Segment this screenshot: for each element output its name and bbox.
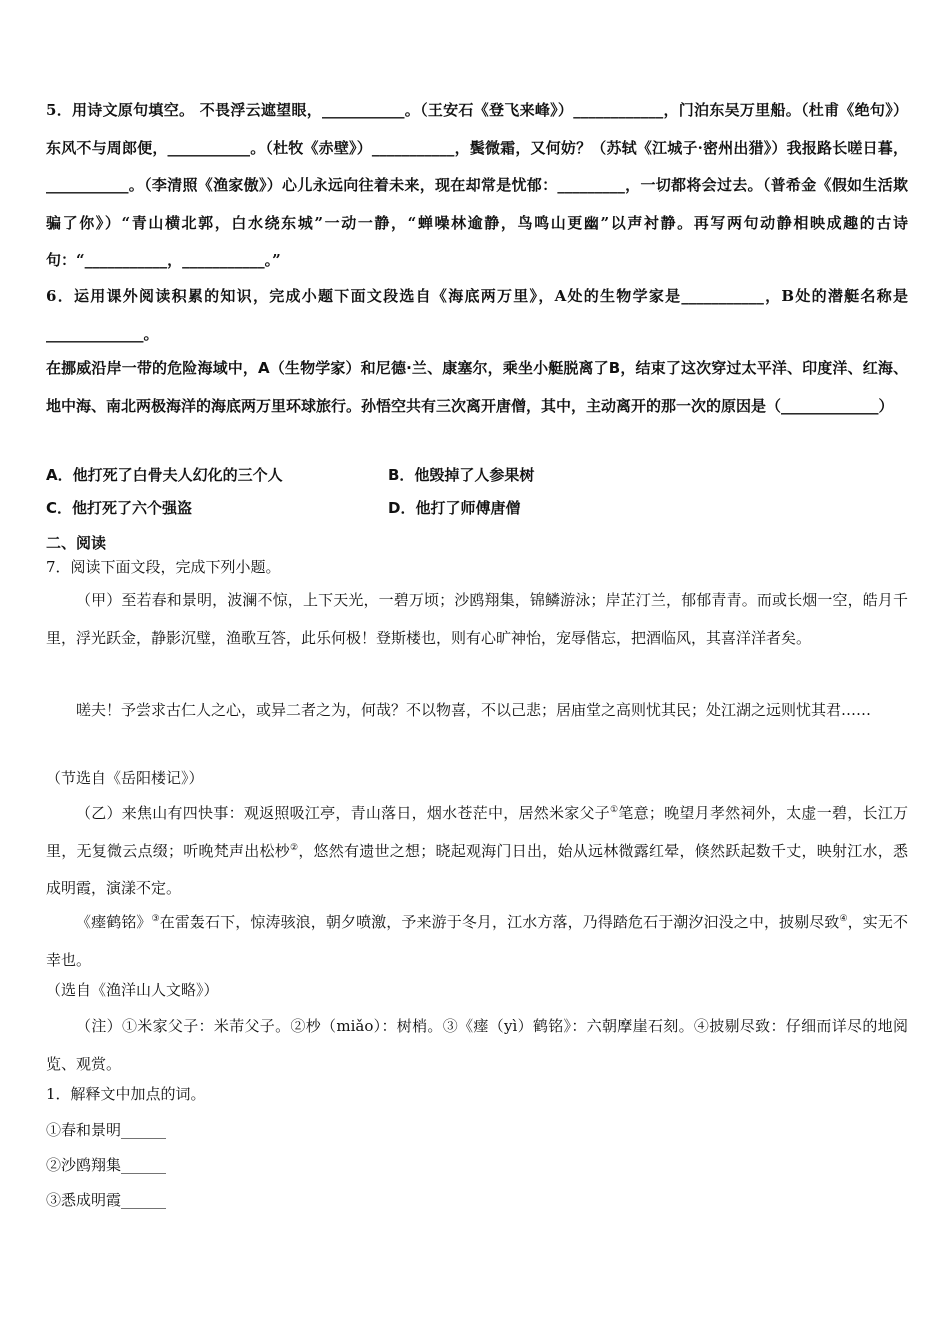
option-c: C．他打死了六个强盗: [46, 499, 193, 517]
answer-item-3: ③悉成明霞______: [46, 1191, 167, 1209]
passage-yi-paragraph-2: [46, 904, 908, 979]
option-d: D．他打了师傅唐僧: [388, 499, 521, 517]
question-6-prompt: 6．运用课外阅读积累的知识，完成小题下面文段选自《海底两万里》，A处的生物学家是___________，B处的潜艇名称是_____________。: [46, 287, 908, 343]
yi-p2-part-c: ，实无不幸也。: [46, 913, 908, 969]
passage-yi-paragraph-1: [46, 795, 908, 908]
question-5: 5．用诗文原句填空。 不畏浮云遮望眼，___________。（王安石《登飞来峰》）____________，门泊东吴万里船。（杜甫《绝句》）东风不与周郎便，___________。（杜牧《赤壁》）___________，鬓微霜，又何妨？（苏轼《江城子·密州出猎》）我报路长嗟日暮，___________。（李清照《渔家傲》）心儿永远向往着未来，现在却常是忧郁：_________，一切都将会过去。（普希金《假如生活欺骗了你》）“青山横北郭，白水绕东城”一动一静，“蝉噪林逾静，鸟鸣山更幽”以声衬静。再写两句动静相映成趣的古诗句：“___________，___________。”: [46, 101, 908, 269]
passage-jia-source: （节选自《岳阳楼记》）: [46, 769, 204, 787]
answer-item-2: ②沙鸥翔集______: [46, 1156, 167, 1174]
section-heading: 二、阅读: [46, 534, 107, 552]
yi-p1-part-b: 笔意；晚望月孝然祠外，太虚一碧，长江万里，无复微云点缀；听晚梵声出松杪: [46, 804, 908, 860]
yi-p2-part-b: 在雷轰石下，惊涛骇浪，朝夕喷激，予来游于冬月，江水方落，乃得踏危石于潮汐汩没之中，披剔尽致: [159, 913, 840, 931]
note-mark-2: ②: [289, 842, 299, 853]
passage-yi-source: （选自《渔洋山人文略》）: [46, 981, 219, 999]
yi-p1-part-c: ，悠然有遗世之想；晓起观海门日出，始从远林微露红晕，倏然跃起数千丈，映射江水，悉成明霞，演漾不定。: [46, 841, 908, 897]
yi-p1-part-a: （乙）来焦山有四快事：观返照吸江亭，青山落日，烟水苍茫中，居然米家父子: [76, 804, 611, 822]
note-mark-3: ③: [151, 914, 160, 924]
question-6-passage: 在挪威沿岸一带的危险海域中，A（生物学家）和尼德·兰、康塞尔，乘坐小艇脱离了B，结束了这次穿过太平洋、印度洋、红海、地中海、南北两极海洋的海底两万里环球旅行。孙悟空共有三次离开唐僧，其中，主动离开的那一次的原因是（_____________）: [46, 359, 908, 415]
answer-item-1: ①春和景明______: [46, 1121, 167, 1139]
option-a: A．他打死了白骨夫人幻化的三个人: [46, 466, 283, 484]
option-b: B．他毁掉了人参果树: [388, 466, 535, 484]
question-7-intro: 7．阅读下面文段，完成下列小题。: [46, 558, 281, 576]
passage-jia-paragraph-1: （甲）至若春和景明，波澜不惊，上下天光，一碧万顷；沙鸥翔集，锦鳞游泳；岸芷汀兰，郁郁青青。而或长烟一空，皓月千里，浮光跃金，静影沉璧，渔歌互答，此乐何极！登斯楼也，则有心旷神怡，宠辱偕忘，把酒临风，其喜洋洋者矣。: [46, 591, 908, 647]
subquestion-1: 1．解释文中加点的词。: [46, 1085, 206, 1103]
note-mark-1: ①: [610, 805, 619, 815]
note-mark-4: ④: [839, 914, 848, 924]
passage-jia-paragraph-2: 嗟夫！予尝求古仁人之心，或异二者之为，何哉？不以物喜，不以己悲；居庙堂之高则忧其民；处江湖之远则忧其君……: [76, 701, 872, 719]
passage-notes: （注）①米家父子：米芾父子。②杪（miǎo）：树梢。③《瘗（yì）鹤铭》：六朝摩崖石刻。④披剔尽致：仔细而详尽的地阅览、观赏。: [46, 1017, 908, 1073]
yi-p2-part-a: 《瘗鹤铭》: [76, 913, 152, 931]
